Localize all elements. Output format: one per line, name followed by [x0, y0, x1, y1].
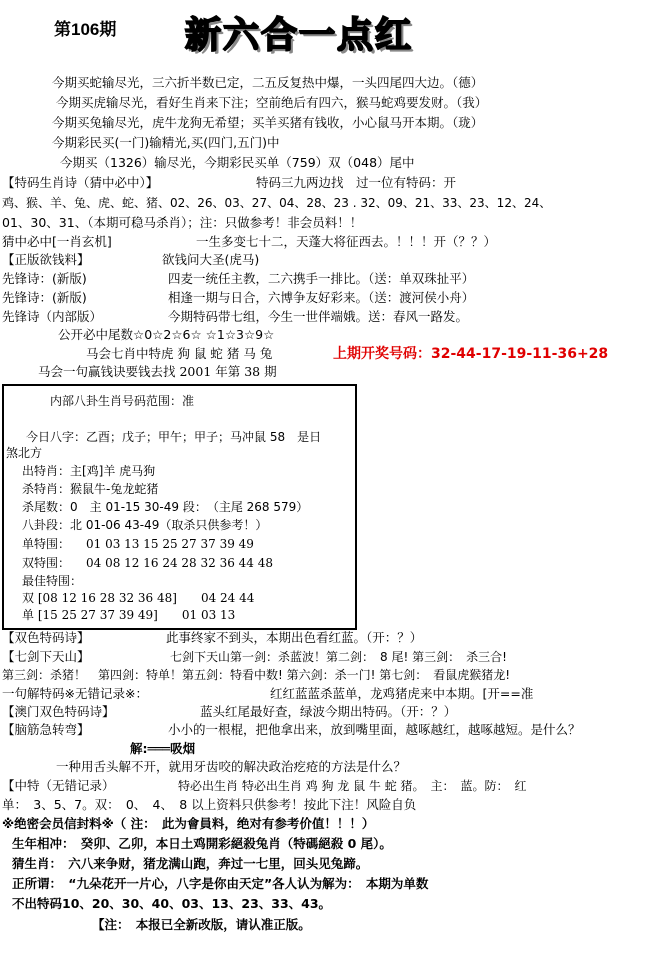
proper-label: 【正版欲钱料】 — [2, 252, 90, 267]
shuang-numbers: 04 08 12 16 24 28 32 36 44 48 — [86, 556, 274, 570]
macau-label: 【澳门双色特码诗】 — [2, 704, 115, 719]
mid-text: 特必出生肖 特必出生肖 鸡 狗 龙 鼠 牛 蛇 猪。 主： 蓝。防： 红 — [178, 779, 527, 793]
color-poem-label: 【双色特码诗】 — [2, 630, 90, 645]
bazi-line: 今日八字：乙酉；戊子；甲午；甲子；马冲鼠 58 是日 — [26, 430, 322, 444]
zodiac-list: 鸡、猴、羊、兔、虎、蛇、猪、02、26、03、27、04、28、23 . 32、09、21、33、23、12、24、 — [2, 196, 552, 210]
bazi-cont: 煞北方 — [6, 446, 43, 460]
riddle-text: 小小的一根棍，把他拿出来，放到嘴里面，越啄越红，越啄越短。是什么？ — [168, 722, 581, 737]
dan-numbers: 01 03 13 15 25 27 37 39 49 — [86, 537, 254, 551]
intro-line-1: 今期买蛇输尽光，三六折半数已定，二五反复热中爆，一头四尾四大边。（德） — [52, 75, 484, 90]
poem-section-note: 特码三九两边找 过一位有特码：开 — [256, 175, 457, 190]
poem-text-2: 相逢一期与日合，六博争友好彩来。（送：渡河侯小舟） — [168, 290, 475, 305]
sha-wei-line: 杀尾数：0 主 01-15 30-49 段： （主尾 268 579） — [22, 500, 309, 514]
bagua-title: 内部八卦生肖号码范围：准 — [50, 394, 195, 408]
macau-text: 蓝头红尾最好查，绿波今期出特码。（开：？） — [200, 704, 457, 719]
proper-text: 欲钱问大圣(虎马) — [162, 252, 260, 267]
best-dan: 单 [15 25 27 37 39 49] 01 03 13 — [22, 608, 236, 622]
money-line: 马会一句赢钱诀要钱去找 2001 年第 38 期 — [38, 364, 277, 379]
one-phrase-text: 红红蓝蓝杀蓝单，龙鸡猪虎来中本期。[开==准 — [270, 686, 534, 701]
poem-section-title: 【特码生肖诗（猜中必中）】 — [2, 175, 159, 190]
intro-line-4: 今期彩民买(一门)输精光,买(四门,五门)中 — [52, 135, 280, 150]
seven-sword-label: 【七剑下天山】 — [2, 649, 90, 664]
poem-label-1: 先锋诗：(新版) — [2, 271, 87, 286]
shengnian-line: 生年相冲： 癸卯、乙卯，本日土鸡開彩絕殺兔肖（特碼絕殺 0 尾）。 — [12, 836, 392, 851]
bagua-duan-line: 八卦段：北 01-06 43-49（取杀只供参考！） — [22, 518, 268, 532]
last-draw-numbers: 上期开奖号码：32-44-17-19-11-36+28 — [333, 346, 609, 362]
dan-shuang-line: 单： 3、5、7。双： 0、 4、 8 以上资料只供参考！按此下注！风险自负 — [2, 797, 417, 812]
shuang-label: 双特围： — [22, 556, 71, 570]
numbers-line: 01、30、31、（本期可稳马杀肖）；注：只做参考！非会员料！！ — [2, 215, 363, 230]
best-shuang: 双 [08 12 16 28 32 36 48] 04 24 44 — [22, 591, 255, 605]
one-phrase-label: 一句解特码※无错记录※： — [2, 686, 148, 701]
horse-line: 马会七肖中特虎 狗 鼠 蛇 猪 马 兔 — [86, 346, 273, 361]
notice-line: 【注： 本报已全新改版，请认准正版。 — [92, 917, 311, 932]
caisheng-line: 猜生肖： 六八来争财，猪龙满山跑，奔过一七里，回头见兔蹄。 — [12, 856, 369, 871]
riddle-label: 【脑筋急转弯】 — [2, 722, 90, 737]
dan-label: 单特围： — [22, 537, 71, 551]
intro-line-2: 今期买虎输尽光，看好生肖来下注；空前绝后有四六，猴马蛇鸡要发财。（我） — [56, 95, 488, 110]
zhengsuo-line: 正所谓： “九朵花开一片心，八字是你由天定”各人认为解为： 本期为单数 — [12, 876, 429, 891]
poem-label-3: 先锋诗（内部版） — [2, 309, 103, 324]
seven-sword-text: 七剑下天山第一剑：杀蓝波！第二剑： 8 尾! 第三剑： 杀三合! — [170, 650, 507, 664]
tail-number-line: 公开必中尾数☆0☆2☆6☆ ☆1☆3☆9☆ — [58, 327, 275, 342]
intro-line-5: 今期买（1326）输尽光，今期彩民买单（759）双（048）尾中 — [60, 155, 415, 170]
riddle-two: 一种用舌头解不开，就用牙齿咬的解决政治疙疮的方法是什么？ — [56, 759, 407, 774]
bagua-box — [2, 384, 357, 630]
sha-te-line: 杀特肖：猴鼠牛-兔龙蛇猪 — [22, 482, 159, 496]
riddle-answer: 解:═══吸烟 — [130, 741, 196, 756]
chu-te-line: 出特肖：主[鸡]羊 虎马狗 — [22, 464, 156, 478]
buchu-line: 不出特码10、20、30、40、03、13、23、33、43。 — [12, 896, 332, 911]
newspaper-logo: 新六合一点红 — [185, 15, 414, 56]
guess-label: 猜中必中[一肖玄机] — [2, 234, 112, 249]
best-label: 最佳特围： — [22, 574, 83, 588]
intro-line-3: 今期买兔输尽光，虎牛龙狗无希望；买羊买猪有钱收，小心鼠马开本期。（珑） — [52, 115, 484, 130]
secret-title: ※绝密会员信封料※（ 注： 此为會員料，绝对有参考价值！！！） — [2, 816, 375, 831]
color-poem-text: 此事终家不到头，本期出色看红蓝。（开：？） — [166, 630, 423, 645]
poem-text-1: 四麦一统任主教，二六携手一排比。（送：单双珠扯平） — [168, 271, 475, 286]
poem-label-2: 先锋诗：(新版) — [2, 290, 87, 305]
issue-number: 第106期 — [54, 20, 117, 39]
mid-label: 【中特（无错记录） — [2, 778, 115, 793]
swords-continued: 第三剑：杀猪！ 第四剑：特单！第五剑：特看中数! 第六剑：杀一门! 第七剑： 看鼠虎猴猪龙! — [2, 668, 511, 682]
guess-text: 一生多变七十二，天蓬大将征西去。！！！开（？？） — [196, 234, 497, 249]
poem-text-3: 今期特码带七组，今生一世伴端娥。送：春风一路发。 — [168, 309, 469, 324]
